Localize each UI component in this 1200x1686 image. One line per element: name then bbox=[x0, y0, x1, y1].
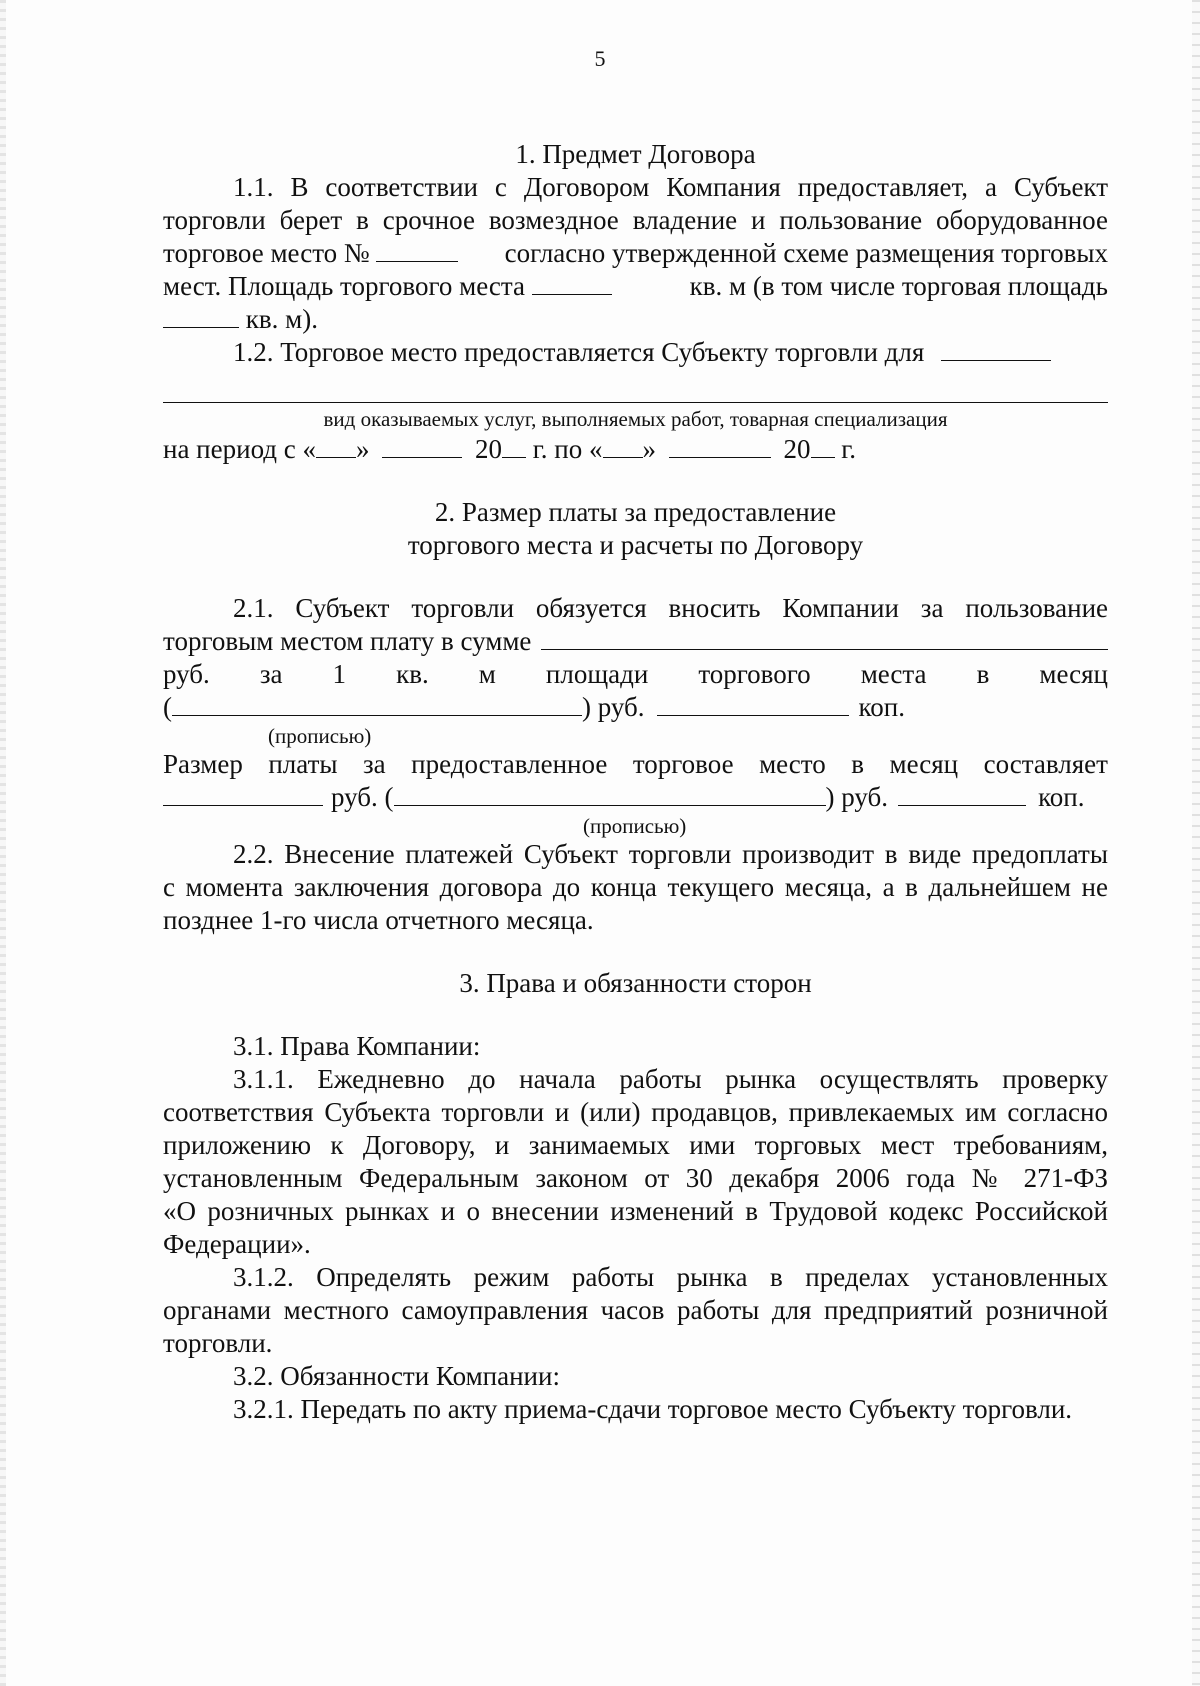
p2-1-line3-word-2: 1 bbox=[332, 659, 347, 689]
p3-1-1-line1 bbox=[163, 1063, 1108, 1096]
fee-kop-blank[interactable] bbox=[657, 691, 849, 716]
p3-1-1-line6: Федерации». bbox=[163, 1229, 311, 1259]
fee-kop-label: коп. bbox=[858, 692, 905, 722]
p2-1-line2-text: торговым местом плату в сумме bbox=[163, 626, 532, 656]
p1-1-line1 bbox=[163, 171, 1108, 204]
p1-1-line2 bbox=[163, 204, 1108, 237]
period-to-label: г. по « bbox=[532, 434, 603, 464]
section-1-title: 1. Предмет Договора bbox=[515, 139, 756, 169]
words-caption-2: (прописью) bbox=[583, 814, 687, 838]
trade-area-unit: кв. м). bbox=[245, 304, 318, 334]
area-label-text: мест. Площадь торгового места bbox=[163, 271, 525, 301]
section-2-title-line2: торгового места и расчеты по Договору bbox=[407, 530, 864, 560]
period-to-day-blank[interactable] bbox=[603, 433, 643, 458]
fee-words-blank[interactable] bbox=[172, 691, 582, 716]
p1-1-line2-text: торговли берет в срочное возмездное владение и пользование оборудованное bbox=[163, 205, 1108, 235]
fee-amount-blank[interactable] bbox=[541, 625, 1108, 650]
p3-1-1-line5-text: «О розничных рынках и о внесении изменений в Трудовой кодекс Российской bbox=[163, 1196, 1108, 1226]
p2-2-line3: позднее 1-го числа отчетного месяца. bbox=[163, 905, 594, 935]
period-from-label: на период с « bbox=[163, 434, 317, 464]
place-number-label: торговое место № bbox=[163, 238, 370, 268]
p1-1-line5 bbox=[163, 303, 1108, 336]
p3-2-1: 3.2.1. Передать по акту приема-сдачи торговое место Субъекту торговли. bbox=[233, 1394, 1073, 1424]
p2-1-line6 bbox=[163, 781, 1108, 814]
services-caption: вид оказываемых услуг, выполняемых работ, товарная специализация bbox=[323, 407, 948, 431]
p3-1-1-line4 bbox=[163, 1162, 1108, 1195]
area-blank[interactable] bbox=[532, 270, 612, 295]
period-to-month-blank[interactable] bbox=[669, 433, 771, 458]
p3-1-2-line1-text: 3.1.2. Определять режим работы рынка в пределах установленных bbox=[233, 1262, 1108, 1292]
p2-1-line3-word-3: кв. bbox=[396, 659, 429, 689]
p2-1-line4 bbox=[163, 691, 1108, 724]
p3-2: 3.2. Обязанности Компании: bbox=[233, 1361, 560, 1391]
words-caption-1: (прописью) bbox=[268, 724, 372, 748]
p1-1-line3-rest: согласно утвержденной схеме размещения торговых bbox=[504, 238, 1108, 268]
p3-1-2-line2 bbox=[163, 1294, 1108, 1327]
p2-1-line5-word-7: месяц bbox=[889, 749, 959, 779]
p2-1-line3-word-4: м bbox=[478, 659, 496, 689]
p2-1-line3-word-0: руб. bbox=[163, 659, 210, 689]
total-rub-close-label: ) руб. bbox=[825, 782, 889, 812]
period-from-year-blank[interactable] bbox=[502, 433, 526, 458]
area-unit-text: кв. м (в том числе торговая площадь bbox=[689, 271, 1108, 301]
p3-1: 3.1. Права Компании: bbox=[233, 1031, 481, 1061]
p2-1-line3-word-7: места bbox=[860, 659, 927, 689]
p1-1-line4 bbox=[163, 270, 1108, 303]
p1-1-line3-label bbox=[163, 237, 458, 270]
p3-1-1-line1-text: 3.1.1. Ежедневно до начала работы рынка осуществлять проверку bbox=[233, 1064, 1108, 1094]
p1-1-line3 bbox=[163, 237, 1108, 270]
p3-1-1-line3-text: приложению к Договору, и занимаемых ими торговых мест требованиям, bbox=[163, 1130, 1108, 1160]
p2-1-line5-word-2: за bbox=[363, 749, 386, 779]
p2-1-line5-word-4: торговое bbox=[632, 749, 734, 779]
period-from-day-blank[interactable] bbox=[316, 433, 356, 458]
total-rub-label: руб. ( bbox=[331, 782, 394, 812]
p3-1-2-line3: торговли. bbox=[163, 1328, 273, 1358]
p2-1-line5-word-5: место bbox=[759, 749, 826, 779]
total-kop-blank[interactable] bbox=[898, 781, 1026, 806]
p3-1-2-line1 bbox=[163, 1261, 1108, 1294]
period-from-month-blank[interactable] bbox=[382, 433, 462, 458]
purpose-blank[interactable] bbox=[941, 336, 1051, 361]
p2-1-line2 bbox=[163, 625, 1108, 658]
area-label bbox=[163, 270, 612, 303]
p2-1-line3-word-5: площади bbox=[545, 659, 649, 689]
p3-1-1-line4-text: установленным Федеральным законом от 30 декабря 2006 года № 271-ФЗ bbox=[163, 1163, 1108, 1193]
p2-1-line5-word-3: предоставленное bbox=[411, 749, 608, 779]
period-from-year-prefix: 20 bbox=[475, 434, 503, 464]
period-from-quote-close: » bbox=[356, 434, 370, 464]
period-to-quote-close: » bbox=[642, 434, 656, 464]
p2-1-line1 bbox=[163, 592, 1108, 625]
p3-1-1-line2 bbox=[163, 1096, 1108, 1129]
period-to-year-suffix: г. bbox=[841, 434, 857, 464]
p2-1-line3 bbox=[163, 658, 1108, 691]
scan-edge-right bbox=[1192, 0, 1200, 1686]
page-number: 5 bbox=[594, 46, 606, 71]
p3-1-2-line2-text: органами местного самоуправления часов работы для предприятий розничной bbox=[163, 1295, 1108, 1325]
p2-1-line5-word-0: Размер bbox=[163, 749, 243, 779]
purpose-full-line[interactable] bbox=[163, 369, 1108, 403]
p3-1-1-line5 bbox=[163, 1195, 1108, 1228]
p1-2-text: 1.2. Торговое место предоставляется Субъекту торговли для bbox=[233, 337, 925, 367]
period-to-year-blank[interactable] bbox=[811, 433, 835, 458]
p2-1-line3-word-1: за bbox=[259, 659, 283, 689]
p2-2-line1 bbox=[163, 838, 1108, 871]
total-kop-label: коп. bbox=[1038, 782, 1085, 812]
p3-1-1-line3 bbox=[163, 1129, 1108, 1162]
p2-1-line5 bbox=[163, 748, 1108, 781]
total-rub-blank[interactable] bbox=[163, 781, 323, 806]
p2-1-line5-word-6: в bbox=[851, 749, 864, 779]
scan-edge-left bbox=[0, 0, 6, 1686]
p2-1-line5-word-1: платы bbox=[268, 749, 338, 779]
p1-1-line1-text: 1.1. В соответствии с Договором Компания предоставляет, а Субъект bbox=[233, 172, 1108, 202]
trade-area-blank[interactable] bbox=[163, 303, 239, 328]
section-3-title: 3. Права и обязанности сторон bbox=[459, 968, 812, 998]
fee-words-open-paren: ( bbox=[163, 692, 172, 722]
total-words-blank[interactable] bbox=[394, 781, 826, 806]
p2-2-line2-text: с момента заключения договора до конца текущего месяца, а в дальнейшем не bbox=[163, 872, 1108, 902]
p2-1-line3-word-8: в bbox=[976, 659, 990, 689]
p2-1-line1-text: 2.1. Субъект торговли обязуется вносить Компании за пользование bbox=[233, 593, 1108, 623]
p1-2-line bbox=[163, 336, 1108, 369]
p2-1-line5-word-8: составляет bbox=[983, 749, 1108, 779]
p3-1-1-line2-text: соответствия Субъекта торговли и (или) продавцов, привлекаемых им согласно bbox=[163, 1097, 1108, 1127]
p2-2-line2 bbox=[163, 871, 1108, 904]
period-to-year-prefix: 20 bbox=[783, 434, 811, 464]
p2-1-line3-word-9: месяц bbox=[1039, 659, 1108, 689]
p2-1-line3-word-6: торгового bbox=[698, 659, 811, 689]
fee-rub-label: ) руб. bbox=[582, 692, 645, 722]
period-line bbox=[163, 433, 1108, 466]
section-2-title-line1: 2. Размер платы за предоставление bbox=[434, 497, 837, 527]
p2-2-line1-text: 2.2. Внесение платежей Субъект торговли производит в виде предоплаты bbox=[233, 839, 1108, 869]
place-number-blank[interactable] bbox=[376, 237, 458, 262]
document-body bbox=[163, 138, 1108, 1426]
